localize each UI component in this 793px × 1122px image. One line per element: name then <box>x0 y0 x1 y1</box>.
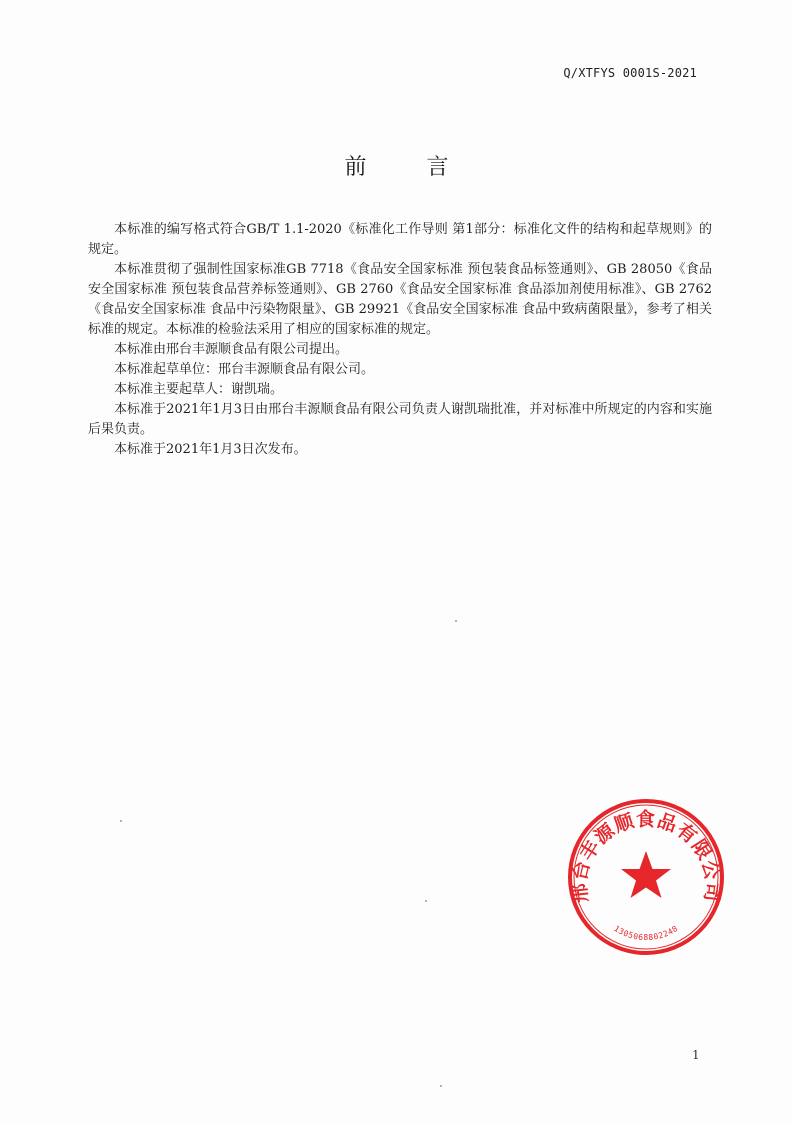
company-seal-stamp <box>566 797 726 957</box>
svg-text:邢台丰源顺食品有限公司: 邢台丰源顺食品有限公司 <box>568 808 724 904</box>
star-icon <box>621 851 671 898</box>
paragraph-standards: 本标准贯彻了强制性国家标准GB 7718《食品安全国家标准 预包装食品标签通则》、GB 28050《食品安全国家标准 预包装食品营养标签通则》、GB 2760《食品安全国家标准 食品添加剂使用标准》、GB 2762《食品安全国家标准 食品中污染物限量》、GB 29921《食品安全国家标准 食品中致病菌限量》，参考了相关标准的规定。本标准的检验法采用了相应的国家标准的规定。 <box>88 262 712 337</box>
paragraph-release: 本标准于2021年1月3日次发布。 <box>114 442 307 457</box>
paragraph-approval: 本标准于2021年1月3日由邢台丰源顺食品有限公司负责人谢凯瑞批准，并对标准中所规定的内容和实施后果负责。 <box>88 402 712 437</box>
paragraph-drafting-unit: 本标准起草单位：邢台丰源顺食品有限公司。 <box>114 362 375 377</box>
paragraph-proposer: 本标准由邢台丰源顺食品有限公司提出。 <box>114 342 349 357</box>
page-number: 1 <box>692 1048 700 1062</box>
scan-speck <box>120 820 122 822</box>
paragraph-format: 本标准的编写格式符合GB/T 1.1-2020《标准化工作导则 第1部分：标准化文件的结构和起草规则》的规定。 <box>88 222 712 257</box>
page-title: 前言 <box>344 155 509 180</box>
scan-speck <box>425 900 427 902</box>
foreword-body <box>88 220 712 460</box>
scan-speck <box>440 1085 442 1087</box>
document-code: Q/XTFYS 0001S-2021 <box>563 66 697 80</box>
scan-speck <box>455 620 457 622</box>
paragraph-drafter: 本标准主要起草人：谢凯瑞。 <box>114 382 284 397</box>
svg-text:1305068802248: 1305068802248 <box>612 923 680 943</box>
